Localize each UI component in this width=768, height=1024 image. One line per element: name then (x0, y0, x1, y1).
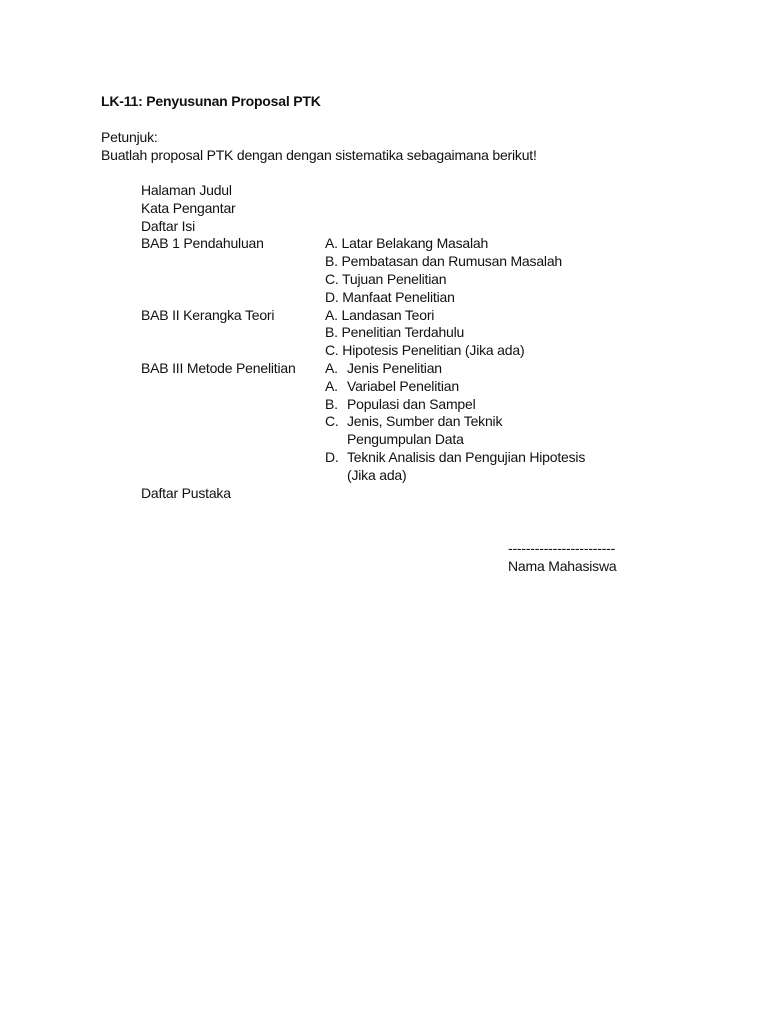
item-text: Jenis, Sumber dan Teknik (347, 413, 503, 430)
document-title: LK-11: Penyusunan Proposal PTK (101, 93, 321, 109)
chapter-item: C. Hipotesis Penelitian (Jika ada) (325, 342, 525, 359)
front-matter-toc: Daftar Isi (141, 217, 196, 234)
item-text: Pengumpulan Data (347, 431, 464, 448)
chapter-title: BAB 1 Pendahuluan (141, 235, 264, 252)
chapter-2 (141, 307, 701, 360)
item-marker: A. (325, 377, 338, 394)
chapter-title: BAB III Metode Penelitian (141, 359, 296, 376)
item-text: (Jika ada) (347, 466, 407, 483)
proposal-outline (141, 182, 701, 502)
back-matter-bibliography: Daftar Pustaka (141, 484, 231, 501)
chapter-item: B. Pembatasan dan Rumusan Masalah (325, 253, 562, 270)
item-marker: B. (325, 395, 338, 412)
student-name: Nama Mahasiswa (508, 557, 617, 574)
signature-block (508, 540, 616, 576)
front-matter-preface: Kata Pengantar (141, 199, 236, 216)
chapter-title: BAB II Kerangka Teori (141, 306, 275, 323)
chapter-item: C. Tujuan Penelitian (325, 270, 447, 287)
item-marker: A. (325, 359, 338, 376)
chapter-item (325, 413, 701, 449)
chapter-item (325, 360, 701, 378)
instructions-label: Petunjuk: (101, 129, 158, 145)
chapter-item (325, 449, 701, 485)
chapter-item (325, 396, 701, 414)
front-matter-title-page: Halaman Judul (141, 182, 232, 198)
chapter-item (325, 378, 701, 396)
chapter-1 (141, 235, 701, 306)
instructions (101, 129, 537, 165)
item-marker: C. (325, 413, 339, 430)
chapter-item: D. Manfaat Penelitian (325, 288, 455, 305)
item-text: Jenis Penelitian (347, 359, 442, 376)
instructions-text: Buatlah proposal PTK dengan dengan sistematika sebagaimana berikut! (101, 146, 537, 163)
chapter-item: A. Latar Belakang Masalah (325, 235, 489, 252)
item-text: Teknik Analisis dan Pengujian Hipotesis (347, 448, 586, 465)
chapter-item: B. Penelitian Terdahulu (325, 324, 465, 341)
item-text: Variabel Penelitian (347, 377, 459, 394)
item-text: Populasi dan Sampel (347, 395, 476, 412)
chapter-item: A. Landasan Teori (325, 306, 435, 323)
item-marker: D. (325, 448, 339, 465)
signature-line: ------------------------ (508, 540, 616, 556)
chapter-3 (141, 360, 701, 485)
